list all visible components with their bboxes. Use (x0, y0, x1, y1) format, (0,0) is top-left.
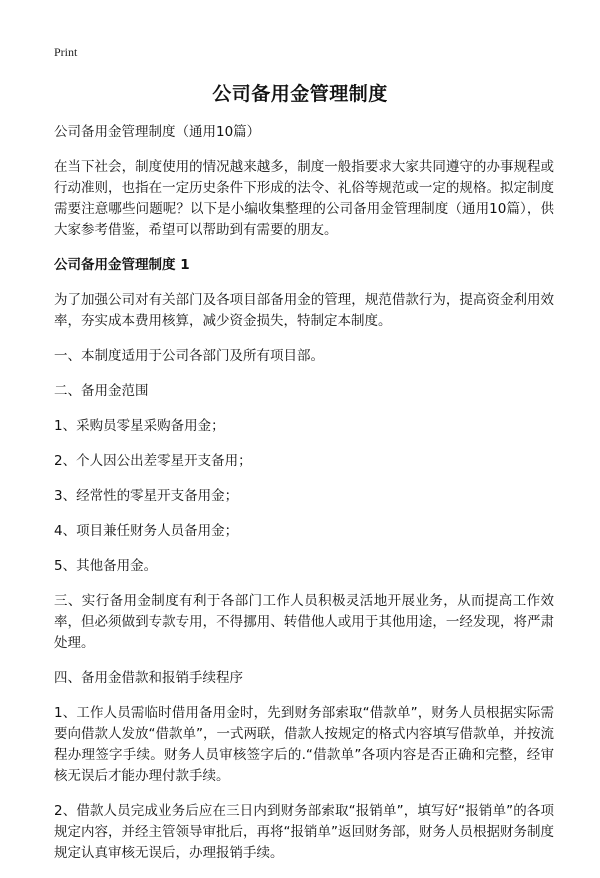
list-item: 2、个人因公出差零星开支备用； (54, 453, 252, 469)
print-link[interactable]: Print (54, 45, 78, 59)
policy-paragraph: 三、实行备用金制度有利于各部门工作人员积极灵活地开展业务，从而提高工作效率，但必须做到专款专用，不得挪用、转借他人或用于其他用途，一经发现，将严肃处理。 (54, 593, 554, 651)
intro-paragraph: 在当下社会，制度使用的情况越来越多，制度一般指要求大家共同遵守的办事规程或行动准则，也指在一定历史条件下形成的法令、礼俗等规范或一定的规格。拟定制度需要注意哪些问题呢？以下是小编收集整理的公司备用金管理制度（通用10篇），供大家参考借鉴，希望可以帮助到有需要的朋友。 (54, 159, 554, 238)
document-title: 公司备用金管理制度 (212, 83, 388, 105)
procedure-item: 1、工作人员需临时借用备用金时，先到财务部索取“借款单”，财务人员根据实际需要向借款人发放“借款单”，一式两联，借款人按规定的格式内容填写借款单，并按流程办理签字手续。财务人员审核签字后的.“借款单”各项内容是否正确和完整，经审核无误后才能办理付款手续。 (54, 705, 554, 784)
list-item: 3、经常性的零星开支备用金； (54, 488, 239, 504)
procedure-heading-paragraph: 四、备用金借款和报销手续程序 (54, 670, 243, 686)
scope-paragraph: 一、本制度适用于公司各部门及所有项目部。 (54, 348, 324, 364)
purpose-paragraph: 为了加强公司对有关部门及各项目部备用金的管理，规范借款行为，提高资金利用效率，夯实成本费用核算，减少资金损失，特制定本制度。 (54, 292, 554, 329)
document-body (54, 122, 554, 878)
range-heading-paragraph: 二、备用金范围 (54, 383, 149, 399)
procedure-item: 2、借款人员完成业务后应在三日内到财务部索取“报销单”，填写好“报销单”的各项规定内容，并经主管领导审批后，再将“报销单”返回财务部，财务人员根据财务制度规定认真审核无误后，办理报销手续。 (54, 803, 554, 861)
section-heading: 公司备用金管理制度 1 (54, 257, 190, 273)
list-item: 1、采购员零星采购备用金； (54, 418, 225, 434)
list-item: 5、其他备用金。 (54, 558, 158, 574)
list-item: 4、项目兼任财务人员备用金； (54, 523, 239, 539)
subtitle-paragraph: 公司备用金管理制度（通用10篇） (54, 124, 261, 140)
